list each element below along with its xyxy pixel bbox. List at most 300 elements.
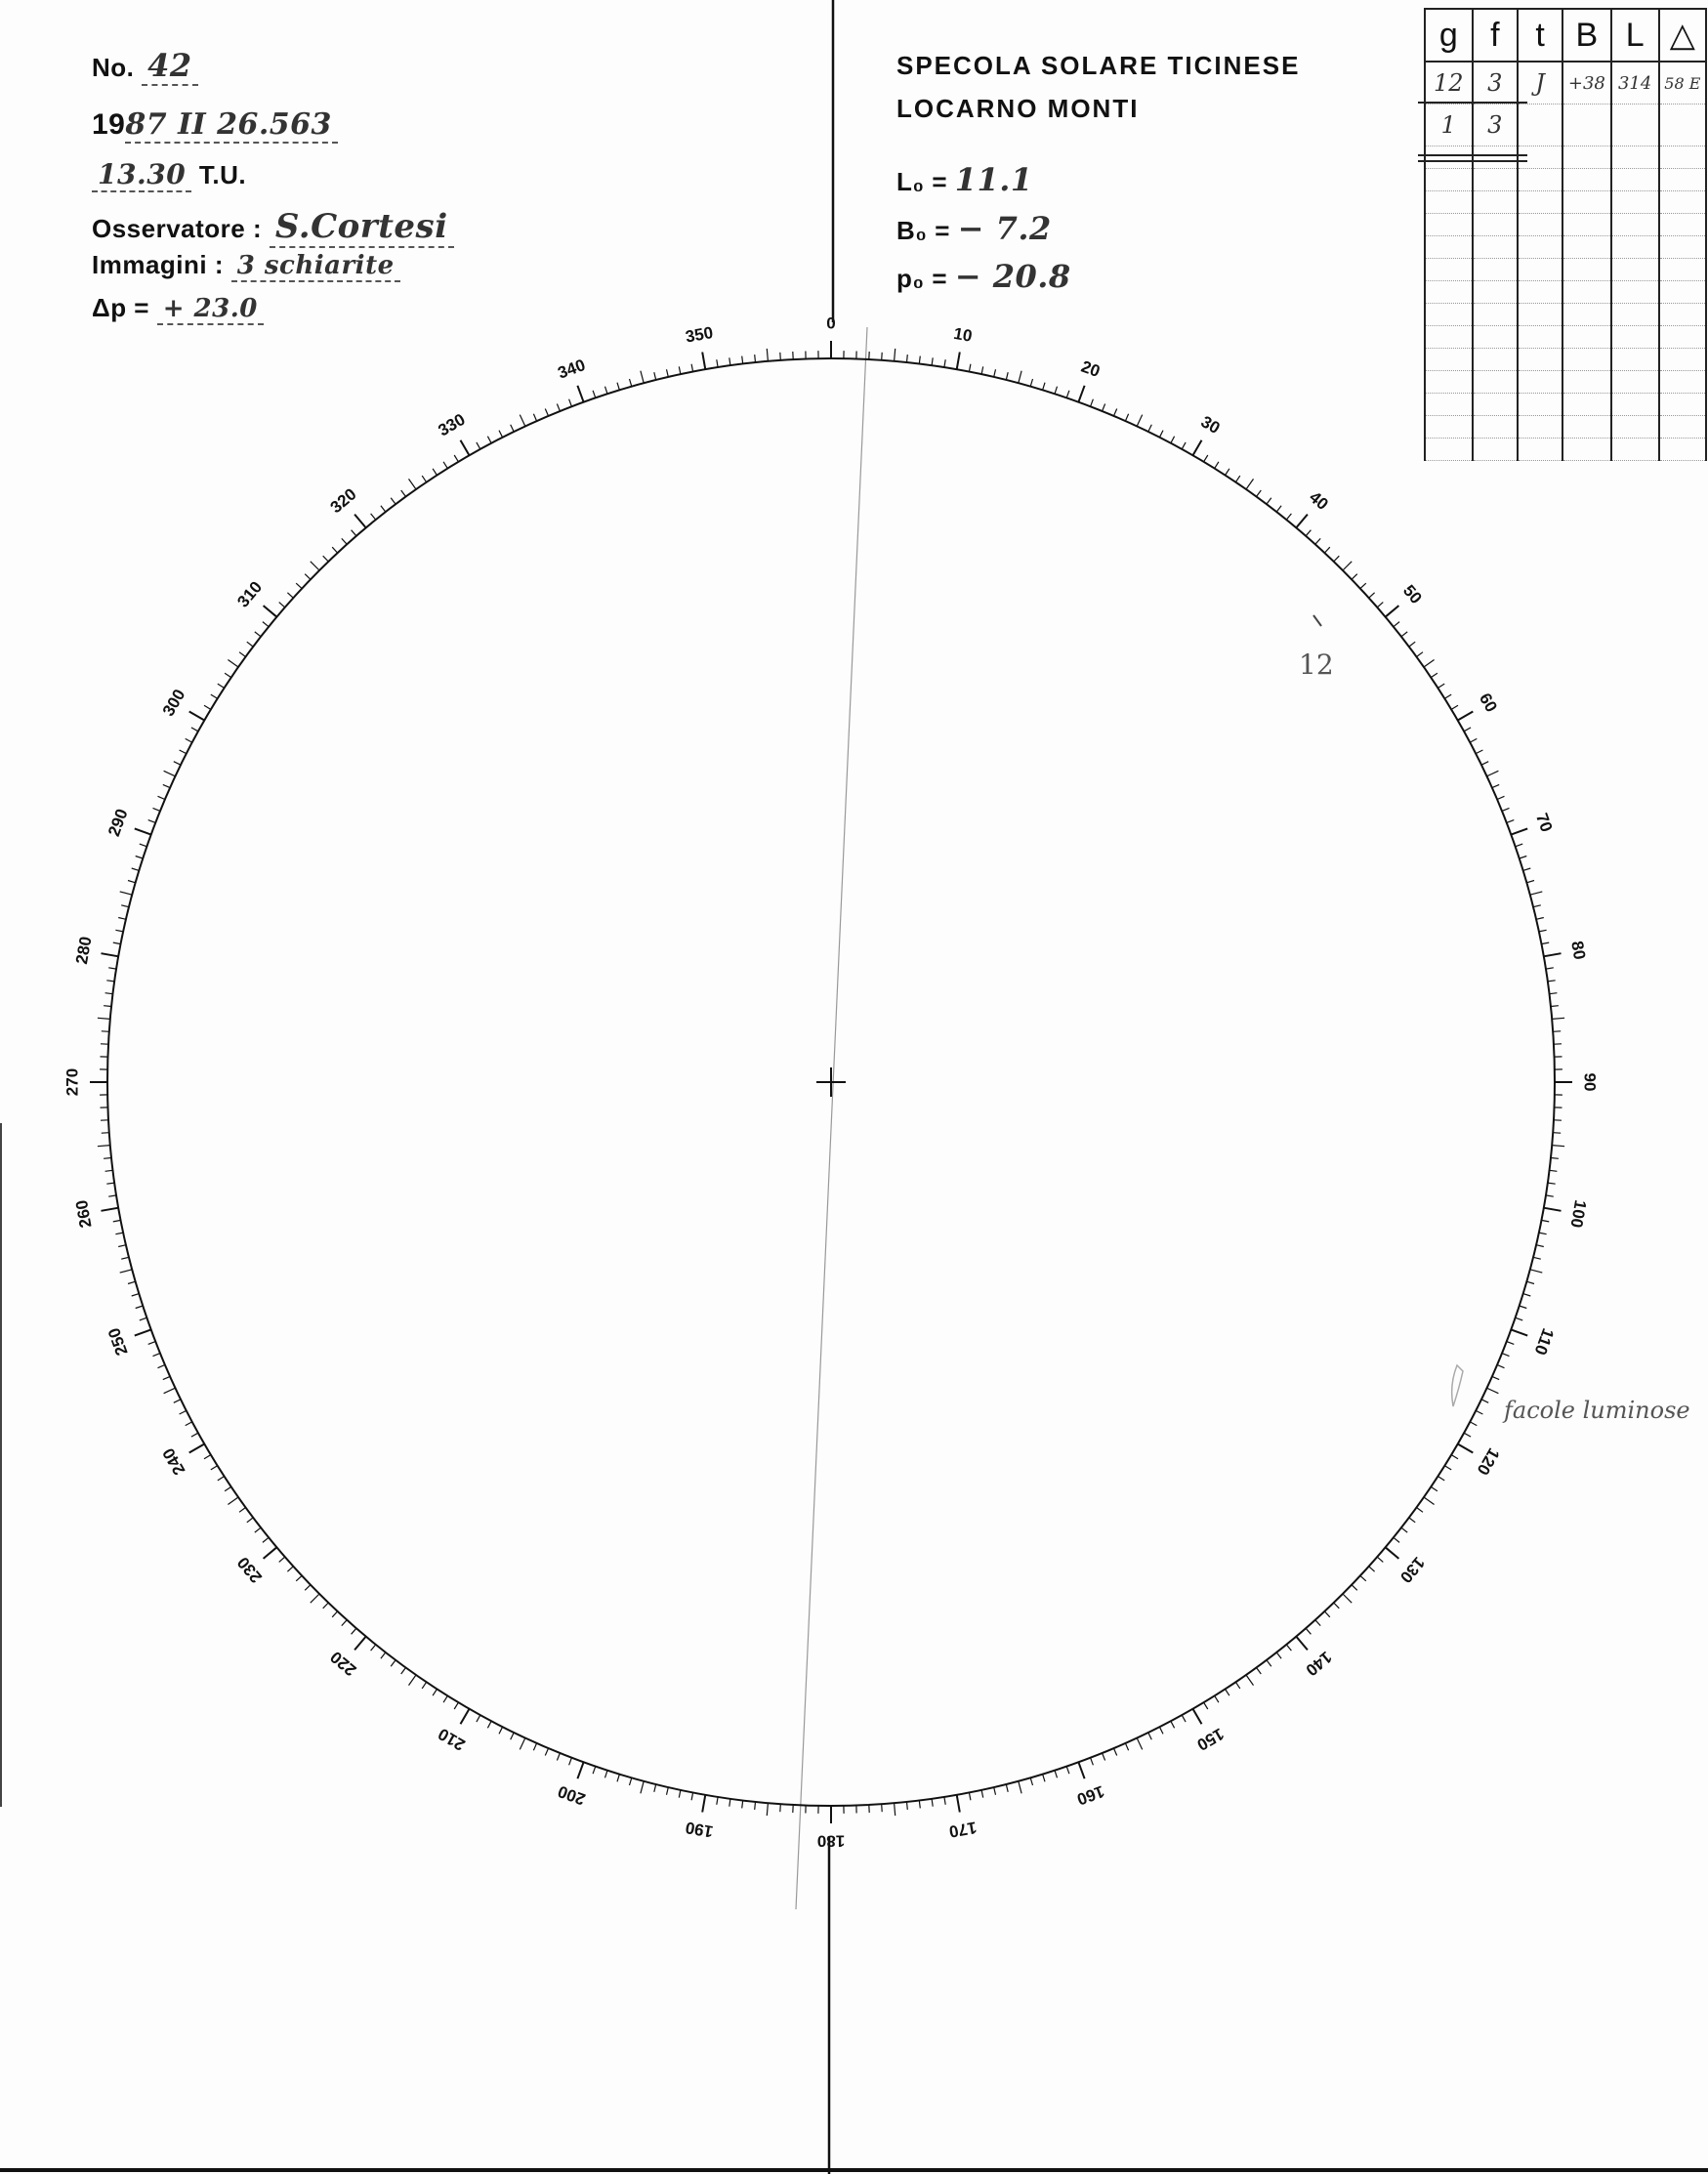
- table-cell: [1473, 259, 1519, 281]
- scale-tick: [1215, 1695, 1219, 1702]
- scale-tick: [1078, 1762, 1084, 1778]
- scale-tick: [702, 1795, 705, 1813]
- scale-tick: [247, 642, 253, 647]
- scale-tick: [1369, 593, 1375, 598]
- scale-tick: [186, 1422, 192, 1426]
- table-cell: [1611, 394, 1659, 416]
- scale-tick: [1536, 918, 1544, 920]
- scale-tick: [919, 1801, 920, 1809]
- scale-tick: [354, 1637, 366, 1651]
- scale-tick: [255, 1527, 261, 1532]
- scale-label: 70: [1531, 811, 1557, 835]
- scale-tick: [1360, 583, 1366, 588]
- scale-tick: [1204, 455, 1208, 462]
- scale-tick: [1246, 1675, 1254, 1686]
- scale-tick: [1424, 1497, 1435, 1505]
- scale-tick: [520, 1738, 525, 1750]
- table-cell: [1562, 105, 1611, 146]
- table-cell: [1659, 259, 1706, 281]
- scale-tick: [1487, 771, 1499, 776]
- scale-tick: [593, 1767, 596, 1775]
- scale-label: 300: [158, 686, 189, 720]
- scale-tick: [422, 1682, 426, 1689]
- scale-tick: [1377, 1557, 1383, 1562]
- scale-tick: [944, 359, 945, 367]
- scale-tick: [1306, 530, 1311, 536]
- table-cell: [1425, 439, 1473, 461]
- table-cell: [1611, 281, 1659, 304]
- images-value: 3 schiarite: [231, 251, 400, 282]
- scale-tick: [1006, 1784, 1008, 1792]
- scale-label: 320: [326, 484, 360, 518]
- scale-tick: [1286, 1645, 1291, 1651]
- scale-tick: [630, 1777, 632, 1785]
- scale-tick: [153, 808, 161, 811]
- scale-tick: [191, 728, 198, 732]
- scale-tick: [487, 437, 491, 443]
- table-cell: [1518, 304, 1562, 326]
- table-cell: [1518, 191, 1562, 214]
- scale-tick: [305, 574, 311, 580]
- scale-tick: [780, 353, 781, 360]
- observer-field: [92, 207, 454, 246]
- scale-tick: [102, 1208, 119, 1211]
- scale-tick: [454, 1702, 458, 1709]
- scale-tick: [1334, 556, 1340, 562]
- table-cell: 3: [1473, 105, 1519, 146]
- scale-tick: [1171, 1721, 1175, 1728]
- scale-tick: [545, 409, 548, 416]
- scale-tick: [1539, 1233, 1547, 1234]
- scale-tick: [391, 1660, 396, 1666]
- scale-tick: [225, 1486, 231, 1490]
- table-rule-1: [1418, 102, 1527, 104]
- scale-label: 110: [1530, 1325, 1558, 1358]
- scale-tick: [136, 857, 144, 859]
- scale-tick: [477, 442, 480, 449]
- table-cell: [1611, 146, 1659, 169]
- scale-tick: [1401, 632, 1407, 637]
- table-cell: [1611, 439, 1659, 461]
- scale-tick: [1541, 1220, 1549, 1222]
- table-cell: [1611, 371, 1659, 394]
- table-row: [1425, 349, 1706, 371]
- scale-tick: [228, 660, 238, 668]
- scale-tick: [401, 490, 406, 497]
- scale-tick: [882, 1804, 883, 1812]
- scale-tick: [148, 1342, 156, 1345]
- scale-label: 160: [1074, 1781, 1107, 1809]
- table-cell: [1611, 169, 1659, 191]
- table-cell: [1425, 371, 1473, 394]
- scale-tick: [755, 355, 756, 362]
- scale-tick: [140, 844, 147, 847]
- table-cell: [1425, 349, 1473, 371]
- scale-tick: [409, 479, 417, 489]
- table-row: [1425, 236, 1706, 259]
- time-value: 13.30: [92, 158, 191, 192]
- scale-tick: [780, 1804, 781, 1812]
- scale-tick: [189, 1444, 205, 1453]
- scale-tick: [1066, 1767, 1069, 1775]
- scale-tick: [189, 712, 205, 721]
- scale-tick: [487, 1721, 491, 1728]
- scale-tick: [1502, 1354, 1510, 1357]
- table-cell: [1473, 326, 1519, 349]
- table-cell: [1611, 191, 1659, 214]
- scale-tick: [1257, 490, 1262, 497]
- scale-tick: [1296, 1637, 1308, 1651]
- scale-label: 140: [1302, 1647, 1336, 1680]
- scale-label: 230: [233, 1553, 267, 1587]
- scale-tick: [1276, 1652, 1281, 1658]
- scale-label: 340: [555, 355, 588, 383]
- scale-tick: [545, 1748, 548, 1755]
- scale-tick: [323, 556, 329, 562]
- p0-value: − 20.8: [954, 258, 1071, 295]
- scale-tick: [264, 606, 277, 617]
- scale-tick: [108, 1195, 116, 1196]
- scale-tick: [932, 1799, 933, 1807]
- scale-tick: [422, 476, 426, 482]
- scale-tick: [1043, 383, 1045, 391]
- scale-tick: [121, 905, 129, 907]
- column-header-t: t: [1518, 9, 1562, 62]
- table-cell: [1562, 214, 1611, 236]
- scale-tick: [1444, 1466, 1451, 1470]
- scale-tick: [533, 1743, 536, 1750]
- date-value: 87 II 26.563: [125, 107, 338, 144]
- scale-tick: [211, 1466, 218, 1470]
- scale-tick: [1006, 372, 1008, 380]
- b0-field: [896, 210, 1052, 247]
- table-cell: 12: [1425, 62, 1473, 105]
- scale-tick: [264, 1547, 277, 1559]
- scale-tick: [1553, 1031, 1561, 1032]
- scale-tick: [1267, 1660, 1271, 1666]
- table-cell: [1562, 236, 1611, 259]
- scale-label: 130: [1396, 1553, 1429, 1587]
- table-row: [1425, 214, 1706, 236]
- scale-tick: [569, 399, 572, 407]
- scale-tick: [1193, 440, 1202, 456]
- scale-tick: [1324, 547, 1329, 553]
- facule-sketch: [1452, 1365, 1463, 1406]
- scale-label: 0: [826, 314, 836, 333]
- table-cell: [1518, 105, 1562, 146]
- scale-tick: [228, 1497, 238, 1505]
- column-header-delta: △: [1659, 9, 1706, 62]
- scale-tick: [605, 1771, 608, 1778]
- scale-tick: [1507, 820, 1515, 823]
- scale-label: 210: [435, 1724, 469, 1755]
- scale-tick: [1137, 415, 1143, 427]
- scale-tick: [247, 1518, 253, 1523]
- scale-tick: [981, 1790, 983, 1798]
- table-cell: [1659, 191, 1706, 214]
- sunspot-group-table: [1424, 8, 1707, 461]
- scale-tick: [895, 1803, 896, 1816]
- scale-tick: [305, 1585, 311, 1591]
- scale-label: 40: [1306, 487, 1332, 515]
- table-cell: [1425, 259, 1473, 281]
- time-field: [92, 158, 246, 190]
- scale-tick: [605, 387, 608, 395]
- scale-label: 90: [1580, 1072, 1600, 1092]
- scale-tick: [148, 820, 156, 823]
- number-value: 42: [142, 47, 198, 86]
- table-cell: 314: [1611, 62, 1659, 105]
- scale-tick: [186, 738, 192, 742]
- scale-tick: [1401, 1527, 1407, 1532]
- scale-tick: [163, 1376, 170, 1379]
- scale-tick: [679, 1790, 681, 1798]
- scale-label: 120: [1473, 1444, 1504, 1479]
- scale-tick: [1523, 1294, 1531, 1296]
- scale-tick: [1182, 442, 1186, 449]
- scale-tick: [1334, 1603, 1340, 1609]
- table-cell: [1425, 236, 1473, 259]
- scale-tick: [1114, 409, 1117, 416]
- scale-tick: [969, 364, 971, 372]
- scale-tick: [98, 1146, 110, 1147]
- scale-tick: [1451, 1455, 1458, 1459]
- scale-tick: [401, 1668, 406, 1675]
- table-cell: [1518, 236, 1562, 259]
- scale-tick: [1409, 642, 1415, 647]
- scale-tick: [717, 1797, 718, 1805]
- scale-tick: [106, 981, 114, 982]
- scale-tick: [1377, 603, 1383, 607]
- scale-tick: [1533, 905, 1541, 907]
- scale-tick: [1204, 1702, 1208, 1709]
- scale-tick: [1523, 868, 1531, 870]
- scale-tick: [511, 1733, 515, 1739]
- scale-tick: [1246, 479, 1254, 489]
- scale-tick: [128, 1281, 136, 1283]
- scale-tick: [1019, 371, 1021, 384]
- scale-tick: [907, 355, 908, 362]
- scale-tick: [1431, 673, 1437, 677]
- table-row: [1425, 62, 1706, 105]
- table-cell: [1425, 326, 1473, 349]
- scale-label: 260: [71, 1198, 96, 1230]
- scale-tick: [225, 673, 231, 677]
- scale-tick: [1148, 425, 1152, 432]
- table-row: [1425, 191, 1706, 214]
- table-cell: [1659, 169, 1706, 191]
- scale-tick: [1546, 1195, 1554, 1196]
- scale-tick: [287, 1567, 293, 1571]
- scale-tick: [1055, 1771, 1058, 1778]
- scale-tick: [1530, 1270, 1543, 1273]
- scale-tick: [1324, 1611, 1329, 1617]
- table-cell: 3: [1473, 62, 1519, 105]
- scale-tick: [120, 892, 133, 895]
- table-cell: [1473, 439, 1519, 461]
- table-cell: [1562, 169, 1611, 191]
- scale-tick: [969, 1792, 971, 1800]
- scale-tick: [105, 1170, 113, 1171]
- scale-tick: [163, 784, 170, 787]
- table-cell: [1659, 416, 1706, 439]
- scale-tick: [691, 364, 693, 372]
- scale-tick: [1492, 784, 1499, 787]
- scale-label: 80: [1567, 940, 1590, 961]
- scale-tick: [391, 498, 396, 504]
- column-header-b: B: [1562, 9, 1611, 62]
- scale-tick: [132, 1294, 140, 1296]
- scale-tick: [1544, 953, 1562, 956]
- scale-tick: [1394, 1537, 1399, 1542]
- scale-tick: [1544, 1208, 1562, 1211]
- scale-tick: [132, 868, 140, 870]
- scale-tick: [593, 391, 596, 398]
- observer-label: Osservatore :: [92, 214, 263, 243]
- delta-p-value: + 23.0: [157, 294, 264, 325]
- column-header-l: L: [1611, 9, 1659, 62]
- table-row: [1425, 259, 1706, 281]
- table-cell: [1518, 169, 1562, 191]
- scale-tick: [932, 357, 933, 365]
- scale-tick: [371, 514, 376, 520]
- l0-field: [896, 161, 1033, 198]
- scale-tick: [106, 1183, 114, 1184]
- l0-value: 11.1: [954, 161, 1033, 198]
- scale-tick: [102, 1133, 109, 1134]
- scale-tick: [104, 1006, 111, 1007]
- table-cell: [1611, 214, 1659, 236]
- scale-tick: [136, 1306, 144, 1309]
- scale-tick: [218, 684, 225, 688]
- scale-tick: [164, 1388, 176, 1394]
- scale-tick: [994, 1787, 996, 1795]
- scale-tick: [239, 652, 246, 657]
- scale-tick: [296, 583, 302, 588]
- scale-tick: [691, 1792, 693, 1800]
- scale-tick: [1546, 968, 1554, 969]
- scale-tick: [667, 369, 669, 377]
- scale-tick: [1125, 1743, 1128, 1750]
- scale-tick: [1019, 1781, 1021, 1794]
- scale-label: 200: [555, 1781, 588, 1809]
- scale-tick: [1409, 1518, 1415, 1523]
- scale-tick: [255, 632, 261, 637]
- scale-tick: [994, 369, 996, 377]
- table-cell: [1659, 236, 1706, 259]
- scale-label: 280: [71, 935, 96, 966]
- scale-tick: [1444, 694, 1451, 698]
- date-field: [92, 107, 338, 142]
- table-cell: [1659, 281, 1706, 304]
- scale-label: 150: [1193, 1724, 1228, 1755]
- table-cell: [1611, 236, 1659, 259]
- scale-tick: [1306, 1628, 1311, 1634]
- scale-tick: [907, 1802, 908, 1810]
- scale-tick: [102, 953, 119, 956]
- table-cell: [1611, 326, 1659, 349]
- scale-tick: [115, 1233, 123, 1234]
- scale-label: 330: [435, 409, 469, 440]
- scale-tick: [98, 1018, 110, 1019]
- table-cell: [1611, 304, 1659, 326]
- table-cell: [1425, 191, 1473, 214]
- scale-tick: [1551, 1006, 1559, 1007]
- table-row: [1425, 105, 1706, 146]
- scale-label: 100: [1566, 1198, 1591, 1230]
- scale-tick: [755, 1802, 756, 1810]
- table-cell: [1473, 304, 1519, 326]
- institution-line2: LOCARNO MONTI: [896, 94, 1140, 123]
- scale-tick: [1550, 993, 1558, 994]
- table-cell: [1425, 416, 1473, 439]
- scale-tick: [1487, 1388, 1499, 1394]
- rotation-axis-line: [796, 327, 867, 1909]
- scale-tick: [1511, 828, 1527, 834]
- scale-tick: [1267, 498, 1271, 504]
- scale-tick: [174, 1400, 181, 1403]
- scale-tick: [1458, 1444, 1474, 1453]
- table-row: [1425, 326, 1706, 349]
- scale-tick: [342, 1620, 347, 1626]
- scale-tick: [1541, 942, 1549, 944]
- scale-tick: [1226, 1690, 1229, 1696]
- scale-tick: [944, 1797, 945, 1805]
- scale-tick: [461, 440, 470, 456]
- table-cell: [1611, 349, 1659, 371]
- scale-tick: [1055, 387, 1058, 395]
- table-cell: [1518, 439, 1562, 461]
- scale-tick: [1530, 892, 1543, 895]
- scale-tick: [352, 1628, 356, 1634]
- scale-tick: [742, 1801, 743, 1809]
- scale-tick: [882, 353, 883, 360]
- scale-tick: [1215, 462, 1219, 469]
- scale-tick: [1470, 738, 1477, 742]
- scale-tick: [641, 1781, 644, 1794]
- scale-tick: [1091, 1758, 1094, 1766]
- scale-tick: [332, 1611, 337, 1617]
- table-cell: [1473, 169, 1519, 191]
- scale-tick: [354, 515, 366, 528]
- table-cell: [1562, 326, 1611, 349]
- table-cell: [1473, 416, 1519, 439]
- scale-tick: [113, 1220, 121, 1222]
- scale-tick: [1235, 476, 1239, 482]
- scale-tick: [981, 366, 983, 374]
- table-cell: [1562, 281, 1611, 304]
- scale-tick: [1148, 1733, 1152, 1739]
- scale-tick: [742, 356, 743, 364]
- scale-tick: [477, 1715, 480, 1722]
- table-cell: [1473, 214, 1519, 236]
- scale-tick: [1553, 1133, 1561, 1134]
- scale-tick: [729, 357, 730, 365]
- scale-tick: [654, 372, 656, 380]
- scale-tick: [135, 828, 151, 834]
- scale-tick: [641, 371, 644, 384]
- table-row: [1425, 416, 1706, 439]
- table-cell: [1659, 304, 1706, 326]
- scale-tick: [211, 694, 218, 698]
- scale-tick: [767, 349, 768, 361]
- scale-tick: [557, 404, 560, 412]
- scale-tick: [1481, 762, 1488, 766]
- scale-tick: [105, 993, 113, 994]
- table-cell: [1659, 439, 1706, 461]
- table-row: [1425, 304, 1706, 326]
- institution-line1: SPECOLA SOLARE TICINESE: [896, 51, 1301, 80]
